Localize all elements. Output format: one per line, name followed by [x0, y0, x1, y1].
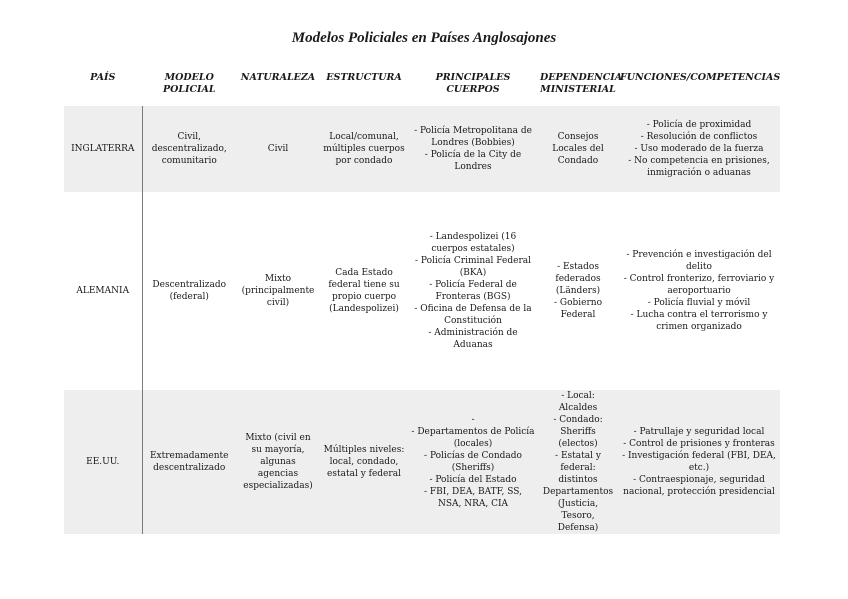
header-funciones: FUNCIONES/COMPETENCIAS [620, 72, 781, 83]
funcion-item: - Policía fluvial y móvil [647, 298, 751, 308]
dependencia-cell [538, 106, 618, 192]
naturaleza-cell: Civil [236, 106, 320, 192]
dependencia-item: - Local: Alcaldes [558, 391, 598, 413]
cuerpo-item: - Departamentos de Policía (locales) [411, 427, 535, 449]
cuerpo-item: - Policías de Condado (Sheriffs) [424, 451, 522, 473]
funcion-item: - Patrullaje y seguridad local [633, 427, 765, 437]
header-dependencia: DEPENDENCIA MINISTERIAL [540, 72, 623, 95]
document-title: Modelos Policiales en Países Anglosajones [291, 30, 557, 46]
naturaleza-cell: Mixto (civil en su mayoría, algunas agencias especializadas) [236, 390, 320, 534]
dependencia-item: Consejos Locales del Condado [552, 132, 604, 166]
dependencia-item: - Condado: Sheriffs (electos) [553, 415, 603, 449]
header-modelo: MODELO POLICIAL [162, 72, 216, 95]
funcion-item: - No competencia en prisiones, inmigración o aduanas [628, 156, 770, 178]
funcion-item: - Contraespionaje, seguridad nacional, protección presidencial [623, 475, 775, 497]
cuerpo-item: - Policía de la City de Londres [424, 150, 522, 172]
dependencia-cell [538, 192, 618, 390]
funcion-item: - Investigación federal (FBI, DEA, etc.) [622, 451, 776, 473]
header-row [64, 68, 780, 106]
funcion-item: - Uso moderado de la fuerza [634, 144, 764, 154]
cuerpo-item: - Administración de Aduanas [428, 328, 518, 350]
funcion-item: - Control de prisiones y fronteras [623, 439, 775, 449]
country-cell: EE.UU. [64, 390, 142, 534]
funcion-item: - Lucha contra el terrorismo y crimen organizado [630, 310, 768, 332]
cuerpo-item: - Policía Criminal Federal (BKA) [414, 256, 531, 278]
country-cell: INGLATERRA [64, 106, 142, 192]
cuerpo-item: - Policía Metropolitana de Londres (Bobbies) [414, 126, 532, 148]
header-estructura: ESTRUCTURA [326, 72, 402, 83]
modelo-cell: Descentralizado (federal) [142, 192, 236, 390]
table-row [64, 192, 780, 390]
header-pais: PAÍS [64, 68, 142, 106]
cuerpos-cell [408, 106, 538, 192]
estructura-cell: Local/comunal, múltiples cuerpos por condado [320, 106, 408, 192]
cuerpos-cell [408, 390, 538, 534]
modelo-cell: Civil, descentralizado, comunitario [142, 106, 236, 192]
dependencia-cell [538, 390, 618, 534]
country-cell: ALEMANIA [64, 192, 142, 390]
cuerpos-cell [408, 192, 538, 390]
table-row [64, 106, 780, 192]
estructura-cell: Múltiples niveles: local, condado, estatal y federal [320, 390, 408, 534]
funciones-cell [618, 106, 780, 192]
modelo-cell: Extremadamente descentralizado [142, 390, 236, 534]
header-naturaleza: NATURALEZA [240, 72, 316, 83]
table-row [64, 390, 780, 534]
dependencia-item: - Gobierno Federal [554, 298, 602, 320]
police-models-table [64, 68, 781, 534]
funciones-cell [618, 390, 780, 534]
funcion-item: - Policía de proximidad [646, 120, 752, 130]
funcion-item: - Prevención e investigación del delito [626, 250, 772, 272]
header-cuerpos: PRINCIPALES CUERPOS [435, 72, 511, 95]
cuerpo-item: - Oficina de Defensa de la Constitución [414, 304, 532, 326]
cuerpo-item: - Policía Federal de Fronteras (BGS) [429, 280, 517, 302]
funciones-cell [618, 192, 780, 390]
dependencia-item: - Estatal y federal: distintos Departamentos (Justicia, Tesoro, Defensa) [542, 451, 614, 533]
estructura-cell: Cada Estado federal tiene su propio cuerpo (Landespolizei) [320, 192, 408, 390]
funcion-item: - Control fronterizo, ferroviario y aeroportuario [623, 274, 775, 296]
naturaleza-cell: Mixto (principalmente civil) [236, 192, 320, 390]
funcion-item: - Resolución de conflictos [640, 132, 758, 142]
cuerpo-item: - Policía del Estado [429, 475, 517, 485]
cuerpo-item: - FBI, DEA, BATF, SS, NSA, NRA, CIA [424, 487, 522, 509]
cuerpo-item: - [471, 415, 475, 425]
cuerpo-item: - Landespolizei (16 cuerpos estatales) [429, 232, 517, 254]
dependencia-item: - Estados federados (Länders) [555, 262, 601, 296]
